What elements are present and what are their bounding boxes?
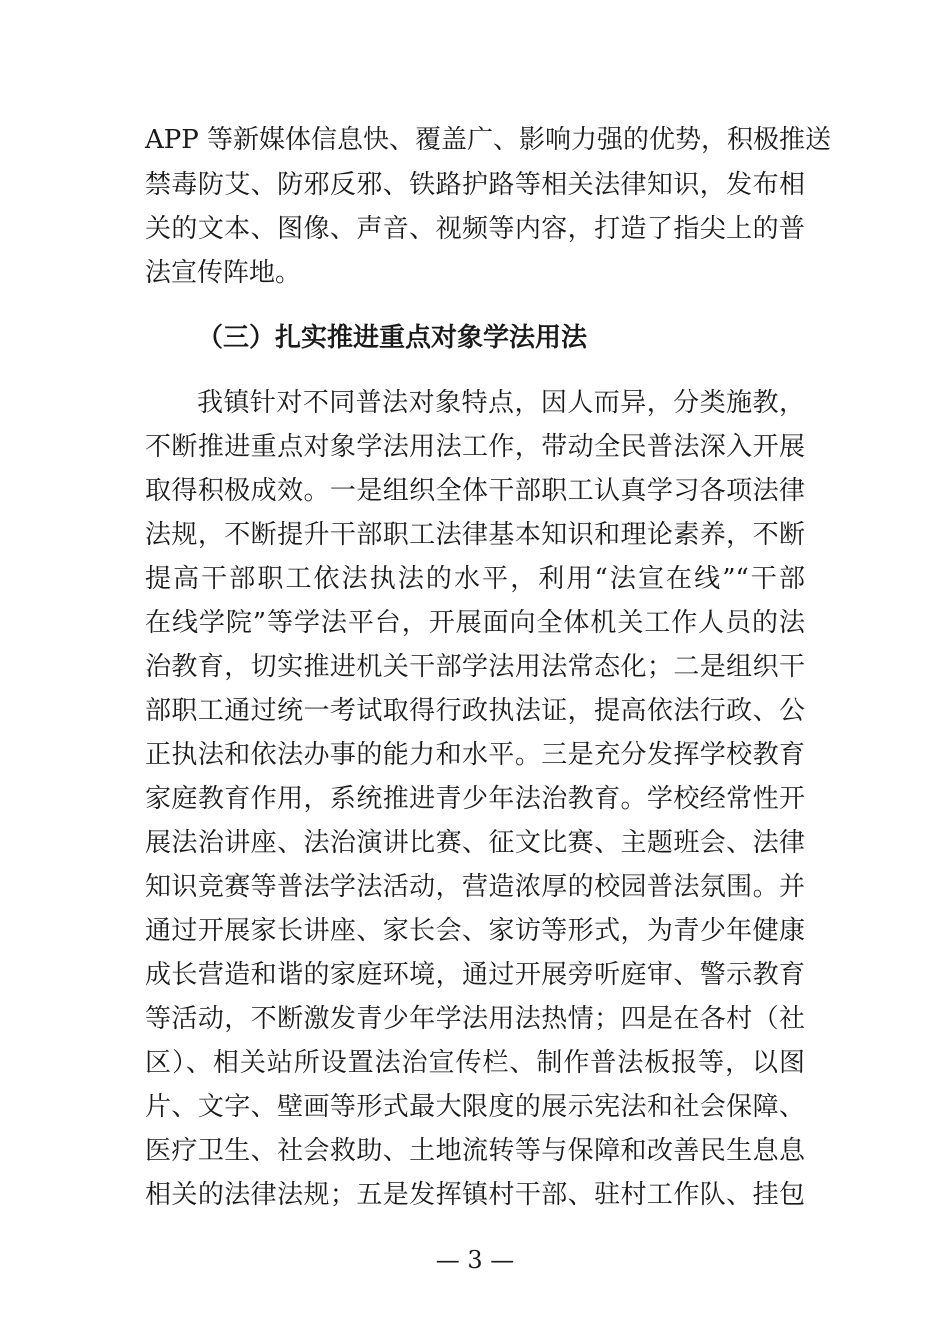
paragraph-line: 等活动，不断激发青少年学法用法热情；四是在各村（社 [145,1004,805,1034]
paragraph-line: 部职工通过统一考试取得行政执法证，提高依法行政、公 [145,696,805,726]
paragraph-line: 通过开展家长讲座、家长会、家访等形式，为青少年健康 [145,916,805,946]
paragraph-line: APP 等新媒体信息快、覆盖广、影响力强的优势，积极推送 [145,125,832,155]
paragraph-line: 法宣传阵地。 [145,258,302,288]
paragraph-line: 成长营造和谐的家庭环境，通过开展旁听庭审、警示教育 [145,960,805,990]
page-number: — 3 — [435,1246,515,1274]
paragraph-line: 家庭教育作用，系统推进青少年法治教育。学校经常性开 [145,784,805,814]
paragraph-line: 提高干部职工依法执法的水平，利用“法宣在线”“干部 [145,564,805,594]
paragraph-line: 法规，不断提升干部职工法律基本知识和理论素养，不断 [145,520,805,550]
paragraph-line: 取得积极成效。一是组织全体干部职工认真学习各项法律 [145,476,805,506]
paragraph-line: 相关的法律法规；五是发挥镇村干部、驻村工作队、挂包 [145,1180,805,1210]
section-heading: （三）扎实推进重点对象学法用法 [197,323,588,353]
paragraph-line: 知识竞赛等普法学法活动，营造浓厚的校园普法氛围。并 [145,872,805,902]
paragraph-line: 展法治讲座、法治演讲比赛、征文比赛、主题班会、法律 [145,828,805,858]
paragraph-line: 在线学院”等学法平台，开展面向全体机关工作人员的法 [145,608,805,638]
paragraph-line: 禁毒防艾、防邪反邪、铁路护路等相关法律知识，发布相 [145,170,805,200]
paragraph-line: 正执法和依法办事的能力和水平。三是充分发挥学校教育 [145,740,805,770]
paragraph-line: 关的文本、图像、声音、视频等内容，打造了指尖上的普 [145,214,805,244]
paragraph-line: 我镇针对不同普法对象特点，因人而异，分类施教， [197,388,805,418]
paragraph-line: 不断推进重点对象学法用法工作，带动全民普法深入开展 [145,432,805,462]
paragraph-line: 医疗卫生、社会救助、土地流转等与保障和改善民生息息 [145,1136,805,1166]
paragraph-line: 治教育，切实推进机关干部学法用法常态化；二是组织干 [145,652,805,682]
paragraph-line: 片、文字、壁画等形式最大限度的展示宪法和社会保障、 [145,1092,805,1122]
paragraph-line: 区）、相关站所设置法治宣传栏、制作普法板报等，以图 [145,1048,805,1078]
